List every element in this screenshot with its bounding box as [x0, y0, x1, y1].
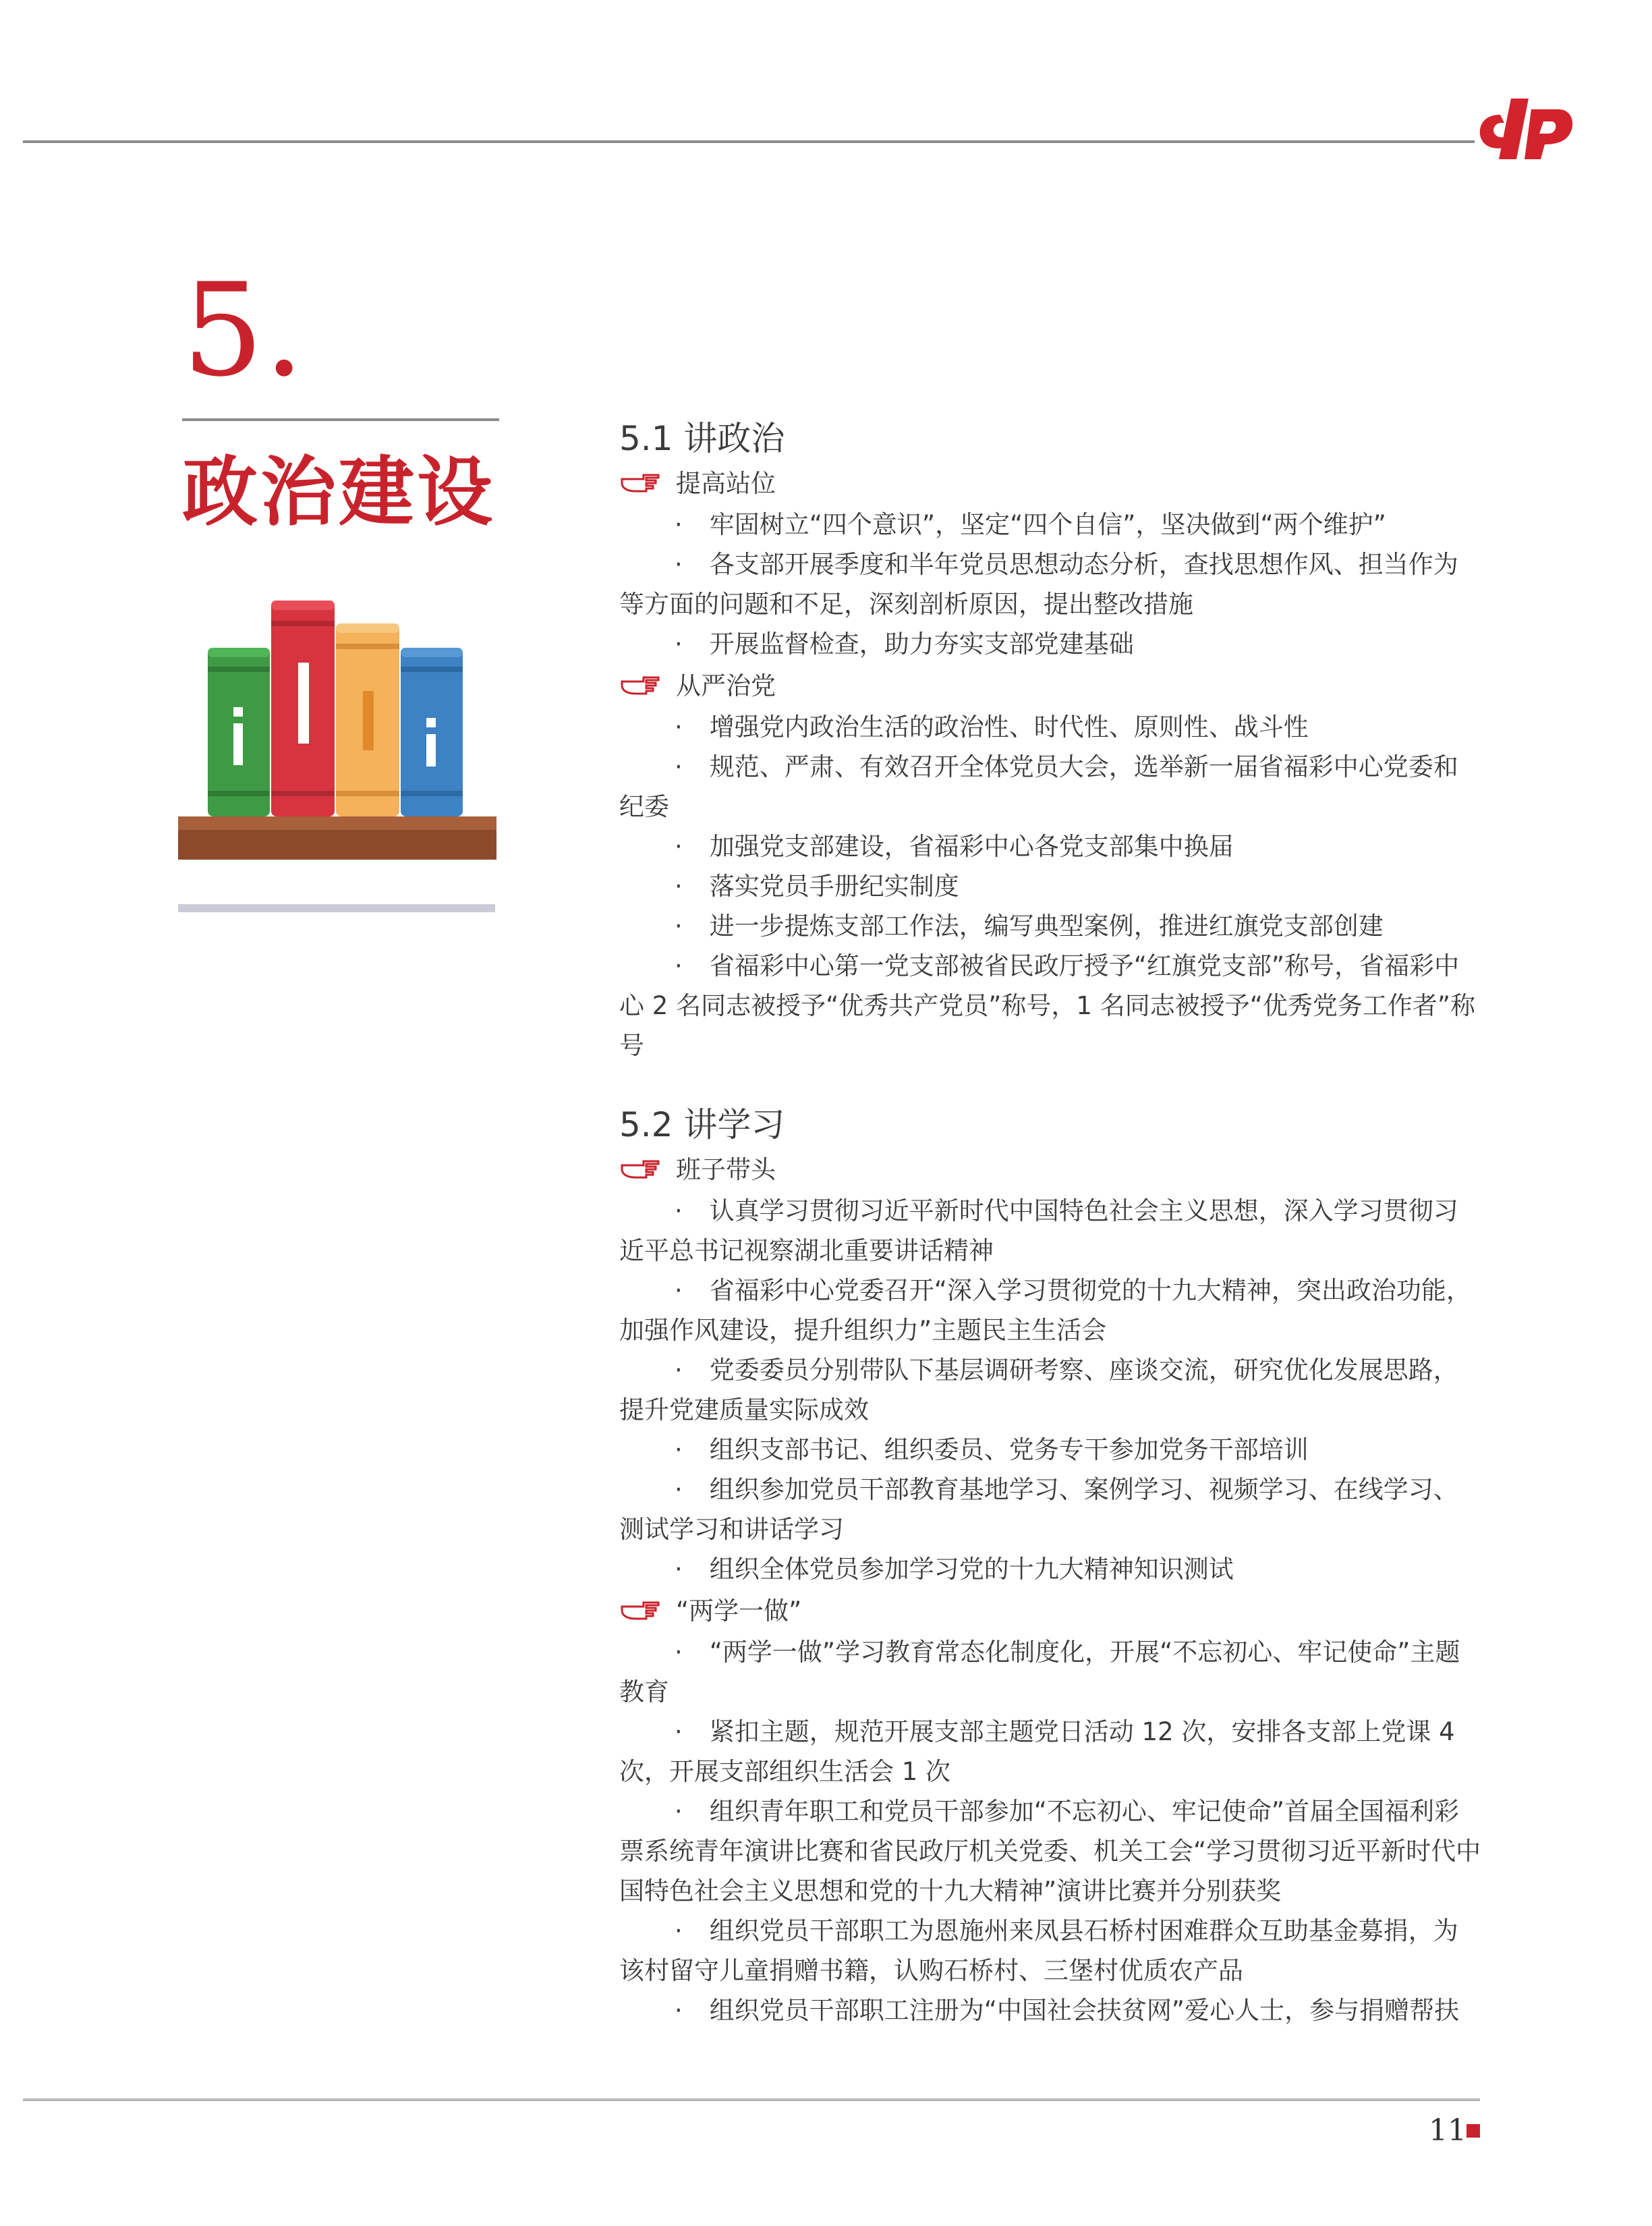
books-illustration: [174, 587, 505, 870]
yellow-book: [336, 623, 399, 816]
list-item: · 省福彩中心党委召开“深入学习贯彻党的十九大精神，突出政治功能，加强作风建设，提升组织力”主题民主生活会: [619, 1276, 1471, 1345]
subheading-label: 班子带头: [676, 1155, 776, 1184]
red-book: [271, 601, 335, 816]
section-title: 政治建设: [182, 448, 495, 536]
subheading-label: “两学一做”: [676, 1596, 802, 1625]
content-column: [619, 418, 1483, 2030]
list-item: · 组织支部书记、组织委员、党务专干参加党务干部培训: [675, 1435, 1309, 1464]
footer-rule: [23, 2098, 1480, 2101]
page-number: 11: [1429, 2113, 1466, 2148]
list-item: · 开展监督检查，助力夯实支部党建基础: [675, 630, 1134, 659]
subheading-label: 从严治党: [676, 671, 776, 700]
list-item: · 省福彩中心第一党支部被省民政厅授予“红旗党支部”称号，省福彩中心 2 名同志被授予“优秀共产党员”称号，1 名同志被授予“优秀党务工作者”称号: [619, 951, 1476, 1060]
list-item: · 增强党内政治生活的政治性、时代性、原则性、战斗性: [675, 713, 1309, 742]
list-item: · 各支部开展季度和半年党员思想动态分析，查找思想作风、担当作为等方面的问题和不足，深刻剖析原因，提出整改措施: [619, 550, 1458, 619]
list-item: · 组织全体党员参加学习党的十九大精神知识测试: [675, 1555, 1234, 1584]
list-item: · 党委委员分别带队下基层调研考察、座谈交流，研究优化发展思路，提升党建质量实际成效: [619, 1356, 1458, 1424]
list-item: · 认真学习贯彻习近平新时代中国特色社会主义思想，深入学习贯彻习近平总书记视察湖北重要讲话精神: [619, 1196, 1458, 1265]
pointing-hand-icon: [619, 470, 661, 497]
list-item: · 进一步提炼支部工作法，编写典型案例，推进红旗党支部创建: [675, 912, 1384, 941]
section-5-1-heading: 5.1 讲政治: [619, 419, 785, 458]
subheading-banzi: [619, 1152, 1483, 1188]
list-item: · 组织参加党员干部教育基地学习、案例学习、视频学习、在线学习、测试学习和讲话学习: [619, 1475, 1458, 1544]
section-number: 5.: [182, 256, 305, 405]
page-marker-square: [1466, 2124, 1480, 2138]
list-item: · 牢固树立“四个意识”，坚定“四个自信”，坚决做到“两个维护”: [675, 510, 1386, 539]
blue-book: [401, 648, 463, 816]
shelf-shadow: [178, 904, 495, 912]
pointing-hand-icon: [619, 1156, 661, 1183]
subheading-liangxue: [619, 1593, 1483, 1630]
list-item: · 规范、严肃、有效召开全体党员大会，选举新一届省福彩中心党委和纪委: [619, 752, 1458, 821]
list-item: · 加强党支部建设，省福彩中心各党支部集中换届: [675, 832, 1234, 861]
subheading-label: 提高站位: [676, 469, 776, 498]
list-item: · “两学一做”学习教育常态化制度化，开展“不忘初心、牢记使命”主题教育: [619, 1638, 1460, 1706]
pointing-hand-icon: [619, 672, 661, 699]
list-item: · 组织党员干部职工为恩施州来凤县石桥村困难群众互助基金募捐，为该村留守儿童捐赠书籍，认购石桥村、三堡村优质农产品: [619, 1916, 1458, 1985]
header-rule: [23, 140, 1475, 143]
list-item: · 组织青年职工和党员干部参加“不忘初心、牢记使命”首届全国福利彩票系统青年演讲比赛和省民政厅机关党委、机关工会“学习贯彻习近平新时代中国特色社会主义思想和党的十九大精神”演讲比赛并分别获奖: [619, 1797, 1481, 1905]
section-rule: [182, 418, 499, 421]
subheading-tigao: [619, 466, 1483, 502]
cwl-logo: [1475, 92, 1576, 167]
section-5-2-heading: 5.2 讲学习: [619, 1105, 785, 1144]
list-item: · 落实党员手册纪实制度: [675, 872, 959, 901]
subheading-congyan: [619, 668, 1483, 704]
list-item: · 组织党员干部职工注册为“中国社会扶贫网”爱心人士，参与捐赠帮扶: [675, 1996, 1460, 2025]
list-item: · 紧扣主题，规范开展支部主题党日活动 12 次，安排各支部上党课 4 次，开展支部组织生活会 1 次: [619, 1717, 1455, 1786]
green-book: [208, 648, 270, 816]
pointing-hand-icon: [619, 1597, 661, 1624]
